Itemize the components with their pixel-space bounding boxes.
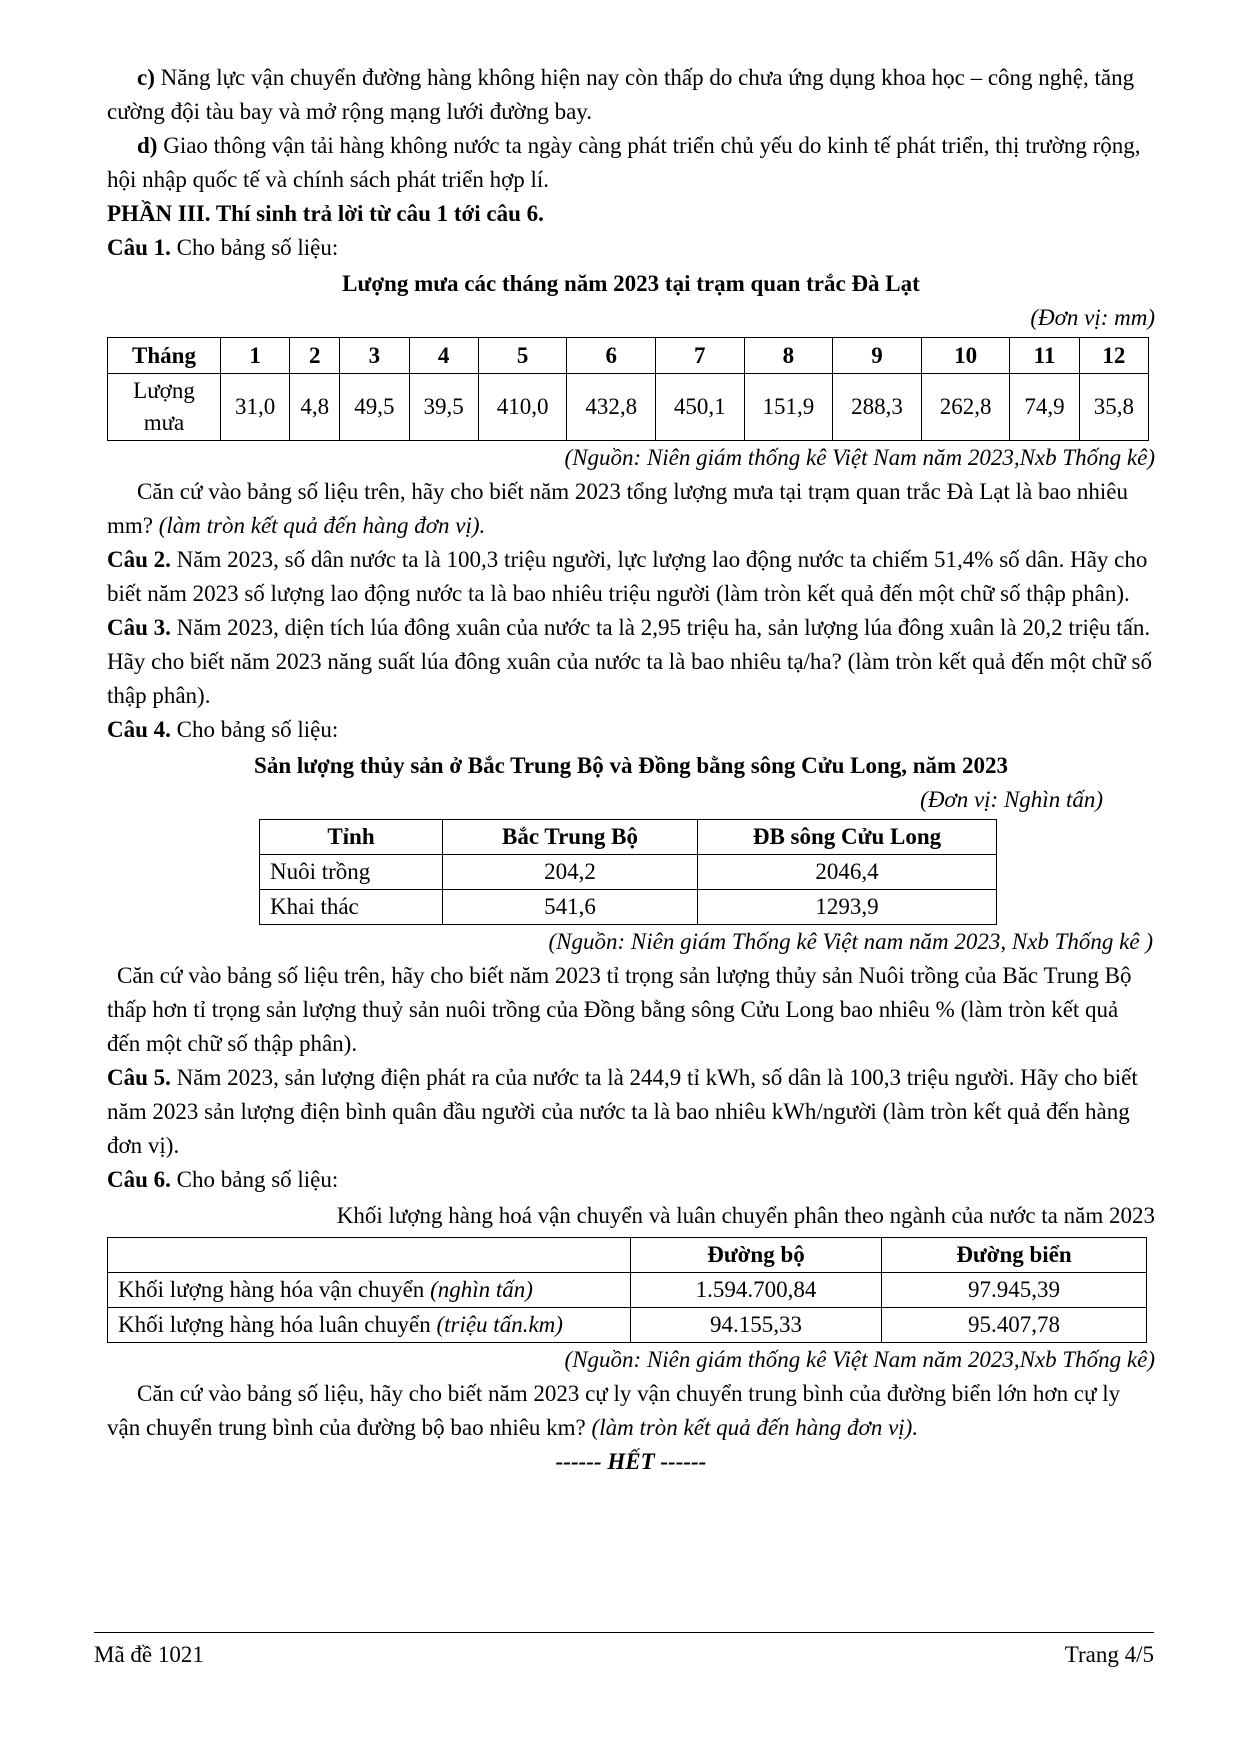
freight-row-unit: (triệu tấn.km) xyxy=(436,1312,563,1337)
month-cell: 8 xyxy=(744,338,833,374)
exam-code: Mã đề 1021 xyxy=(94,1642,204,1667)
fishery-header-row xyxy=(260,820,997,855)
rainfall-value-cell: 262,8 xyxy=(921,374,1010,441)
q1-header xyxy=(107,231,1155,265)
month-cell: 5 xyxy=(478,338,567,374)
q1-label: Câu 1. xyxy=(107,235,171,260)
option-c-text: Năng lực vận chuyển đường hàng không hiện nay còn thấp do chưa ứng dụng khoa học – công nghệ, tăng cường đội tàu bay và mở rộng mạng lưới đường bay. xyxy=(107,65,1135,124)
q1-unit: (Đơn vị: mm) xyxy=(1030,305,1155,330)
fishery-value-cell: 2046,4 xyxy=(698,855,997,890)
freight-header-empty xyxy=(108,1238,631,1273)
freight-header-row xyxy=(108,1238,1147,1273)
fishery-value-cell: 1293,9 xyxy=(698,890,997,925)
rainfall-value-cell: 74,9 xyxy=(1010,374,1079,441)
q6-header xyxy=(107,1163,1155,1197)
q6-label: Câu 6. xyxy=(107,1167,171,1192)
exam-page xyxy=(107,61,1155,1479)
freight-value-cell: 97.945,39 xyxy=(882,1273,1147,1308)
q4-header xyxy=(107,713,1155,747)
q1-source: (Nguồn: Niên giám thống kê Việt Nam năm 2023,Nxb Thống kê) xyxy=(564,445,1155,470)
q4-unit: (Đơn vị: Nghìn tấn) xyxy=(920,787,1103,812)
page-number: Trang 4/5 xyxy=(1064,1642,1154,1667)
rainfall-row-label-line1: Lượng xyxy=(133,378,195,403)
q6-question xyxy=(107,1377,1155,1445)
rainfall-value-cell: 31,0 xyxy=(221,374,290,441)
option-c-label: c) xyxy=(137,65,155,90)
rainfall-value-cell: 288,3 xyxy=(833,374,922,441)
rainfall-value-cell: 151,9 xyxy=(744,374,833,441)
q4-label: Câu 4. xyxy=(107,717,171,742)
q5-label: Câu 5. xyxy=(107,1065,171,1090)
month-cell: 2 xyxy=(290,338,340,374)
q6-source: (Nguồn: Niên giám thống kê Việt Nam năm 2023,Nxb Thống kê) xyxy=(564,1347,1155,1372)
option-c xyxy=(107,61,1155,129)
q4-question: Căn cứ vào bảng số liệu trên, hãy cho biết năm 2023 tỉ trọng sản lượng thủy sản Nuôi trồng của Băc Trung Bộ thấp hơn tỉ trọng sản lượng thuỷ sản nuôi trồng của Đồng bằng sông Cửu Long bao nhiêu % (làm tròn kết quả đến một chữ số thập phân). xyxy=(107,963,1132,1056)
q2-label: Câu 2. xyxy=(107,547,171,572)
freight-row-label xyxy=(108,1273,631,1308)
freight-value-cell: 95.407,78 xyxy=(882,1308,1147,1343)
fishery-row xyxy=(260,890,997,925)
month-cell: 9 xyxy=(833,338,922,374)
q1-table-title: Lượng mưa các tháng năm 2023 tại trạm quan trắc Đà Lạt xyxy=(342,271,920,296)
fishery-row-label: Nuôi trồng xyxy=(260,855,443,890)
q3-label: Câu 3. xyxy=(107,615,171,640)
freight-value-cell: 1.594.700,84 xyxy=(631,1273,882,1308)
month-header-cell: Tháng xyxy=(108,338,221,374)
month-cell: 1 xyxy=(221,338,290,374)
q2 xyxy=(107,543,1155,611)
month-cell: 12 xyxy=(1079,338,1148,374)
rainfall-value-cell: 35,8 xyxy=(1079,374,1148,441)
footer-divider xyxy=(94,1632,1154,1633)
q5-text: Năm 2023, sản lượng điện phát ra của nước ta là 244,9 tỉ kWh, số dân là 100,3 triệu người. Hãy cho biết năm 2023 sản lượng điện bình quân đầu người của nước ta là bao nhiêu kWh/người (làm tròn kết quả đến hàng đơn vị). xyxy=(107,1065,1138,1158)
q1-prompt: Cho bảng số liệu: xyxy=(170,235,339,260)
q6-table-title: Khối lượng hàng hoá vận chuyển và luân chuyển phân theo ngành của nước ta năm 2023 xyxy=(336,1203,1155,1228)
rainfall-table xyxy=(107,337,1149,441)
fishery-header-cell: Bắc Trung Bộ xyxy=(443,820,698,855)
rainfall-row-label-line2: mưa xyxy=(143,410,185,435)
freight-row-label-text: Khối lượng hàng hóa vận chuyển xyxy=(118,1277,431,1302)
month-cell: 4 xyxy=(409,338,478,374)
rainfall-header-row xyxy=(108,338,1149,374)
rainfall-value-cell: 4,8 xyxy=(290,374,340,441)
rainfall-value-cell: 432,8 xyxy=(567,374,656,441)
q1-note: (làm tròn kết quả đến hàng đơn vị). xyxy=(158,513,486,538)
q3 xyxy=(107,611,1155,713)
freight-table xyxy=(107,1237,1147,1343)
fishery-row-label: Khai thác xyxy=(260,890,443,925)
rainfall-value-cell: 410,0 xyxy=(478,374,567,441)
rainfall-value-cell: 49,5 xyxy=(340,374,409,441)
fishery-value-cell: 204,2 xyxy=(443,855,698,890)
part-3-heading: PHẦN III. Thí sinh trả lời từ câu 1 tới câu 6. xyxy=(107,201,544,226)
option-d xyxy=(107,129,1155,197)
q3-text: Năm 2023, diện tích lúa đông xuân của nước ta là 2,95 triệu ha, sản lượng lúa đông xuân là 20,2 triệu tấn. Hãy cho biết năm 2023 năng suất lúa đông xuân của nước ta là bao nhiêu tạ/ha? (làm tròn kết quả đến một chữ số thập phân). xyxy=(107,615,1152,708)
fishery-table xyxy=(259,819,997,925)
freight-row xyxy=(108,1308,1147,1343)
freight-header-cell: Đường bộ xyxy=(631,1238,882,1273)
fishery-value-cell: 541,6 xyxy=(443,890,698,925)
freight-row xyxy=(108,1273,1147,1308)
freight-row-label-text: Khối lượng hàng hóa luân chuyển xyxy=(118,1312,437,1337)
rainfall-value-row xyxy=(108,374,1149,441)
q4-table-title: Sản lượng thủy sản ở Bắc Trung Bộ và Đồng bằng sông Cửu Long, năm 2023 xyxy=(254,753,1008,778)
month-cell: 7 xyxy=(656,338,745,374)
month-cell: 11 xyxy=(1010,338,1079,374)
q2-text: Năm 2023, số dân nước ta là 100,3 triệu người, lực lượng lao động nước ta chiếm 51,4% số dân. Hãy cho biết năm 2023 số lượng lao động nước ta là bao nhiêu triệu người (làm tròn kết quả đến một chữ số thập phân). xyxy=(107,547,1148,606)
freight-header-cell: Đường biển xyxy=(882,1238,1147,1273)
q5 xyxy=(107,1061,1155,1163)
fishery-row xyxy=(260,855,997,890)
rainfall-row-label xyxy=(108,374,221,441)
option-d-label: d) xyxy=(137,133,158,158)
option-d-text: Giao thông vận tải hàng không nước ta ngày càng phát triển chủ yếu do kinh tế phát triển, thị trường rộng, hội nhập quốc tế và chính sách phát triển hợp lí. xyxy=(107,133,1141,192)
fishery-header-cell: Tỉnh xyxy=(260,820,443,855)
q4-source: (Nguồn: Niên giám Thống kê Việt nam năm 2023, Nxb Thống kê ) xyxy=(548,929,1153,954)
q1-question xyxy=(107,475,1155,543)
freight-row-label xyxy=(108,1308,631,1343)
month-cell: 6 xyxy=(567,338,656,374)
freight-value-cell: 94.155,33 xyxy=(631,1308,882,1343)
page-footer xyxy=(94,1638,1154,1672)
month-cell: 10 xyxy=(921,338,1010,374)
q6-question-text: Căn cứ vào bảng số liệu, hãy cho biết năm 2023 cự ly vận chuyển trung bình của đường biển lớn hơn cự ly vận chuyển trung bình của đường bộ bao nhiêu km? xyxy=(107,1381,1121,1440)
fishery-header-cell: ĐB sông Cửu Long xyxy=(698,820,997,855)
rainfall-value-cell: 39,5 xyxy=(409,374,478,441)
end-marker: ------ HẾT ------ xyxy=(555,1449,707,1474)
freight-row-unit: (nghìn tấn) xyxy=(430,1277,533,1302)
rainfall-value-cell: 450,1 xyxy=(656,374,745,441)
q4-prompt: Cho bảng số liệu: xyxy=(170,717,339,742)
q1-question-text: Căn cứ vào bảng số liệu trên, hãy cho biết năm 2023 tổng lượng mưa tại trạm quan trắc Đà Lạt là bao nhiêu mm? xyxy=(107,479,1128,538)
q6-note: (làm tròn kết quả đến hàng đơn vị). xyxy=(591,1415,919,1440)
q6-prompt: Cho bảng số liệu: xyxy=(170,1167,339,1192)
month-cell: 3 xyxy=(340,338,409,374)
